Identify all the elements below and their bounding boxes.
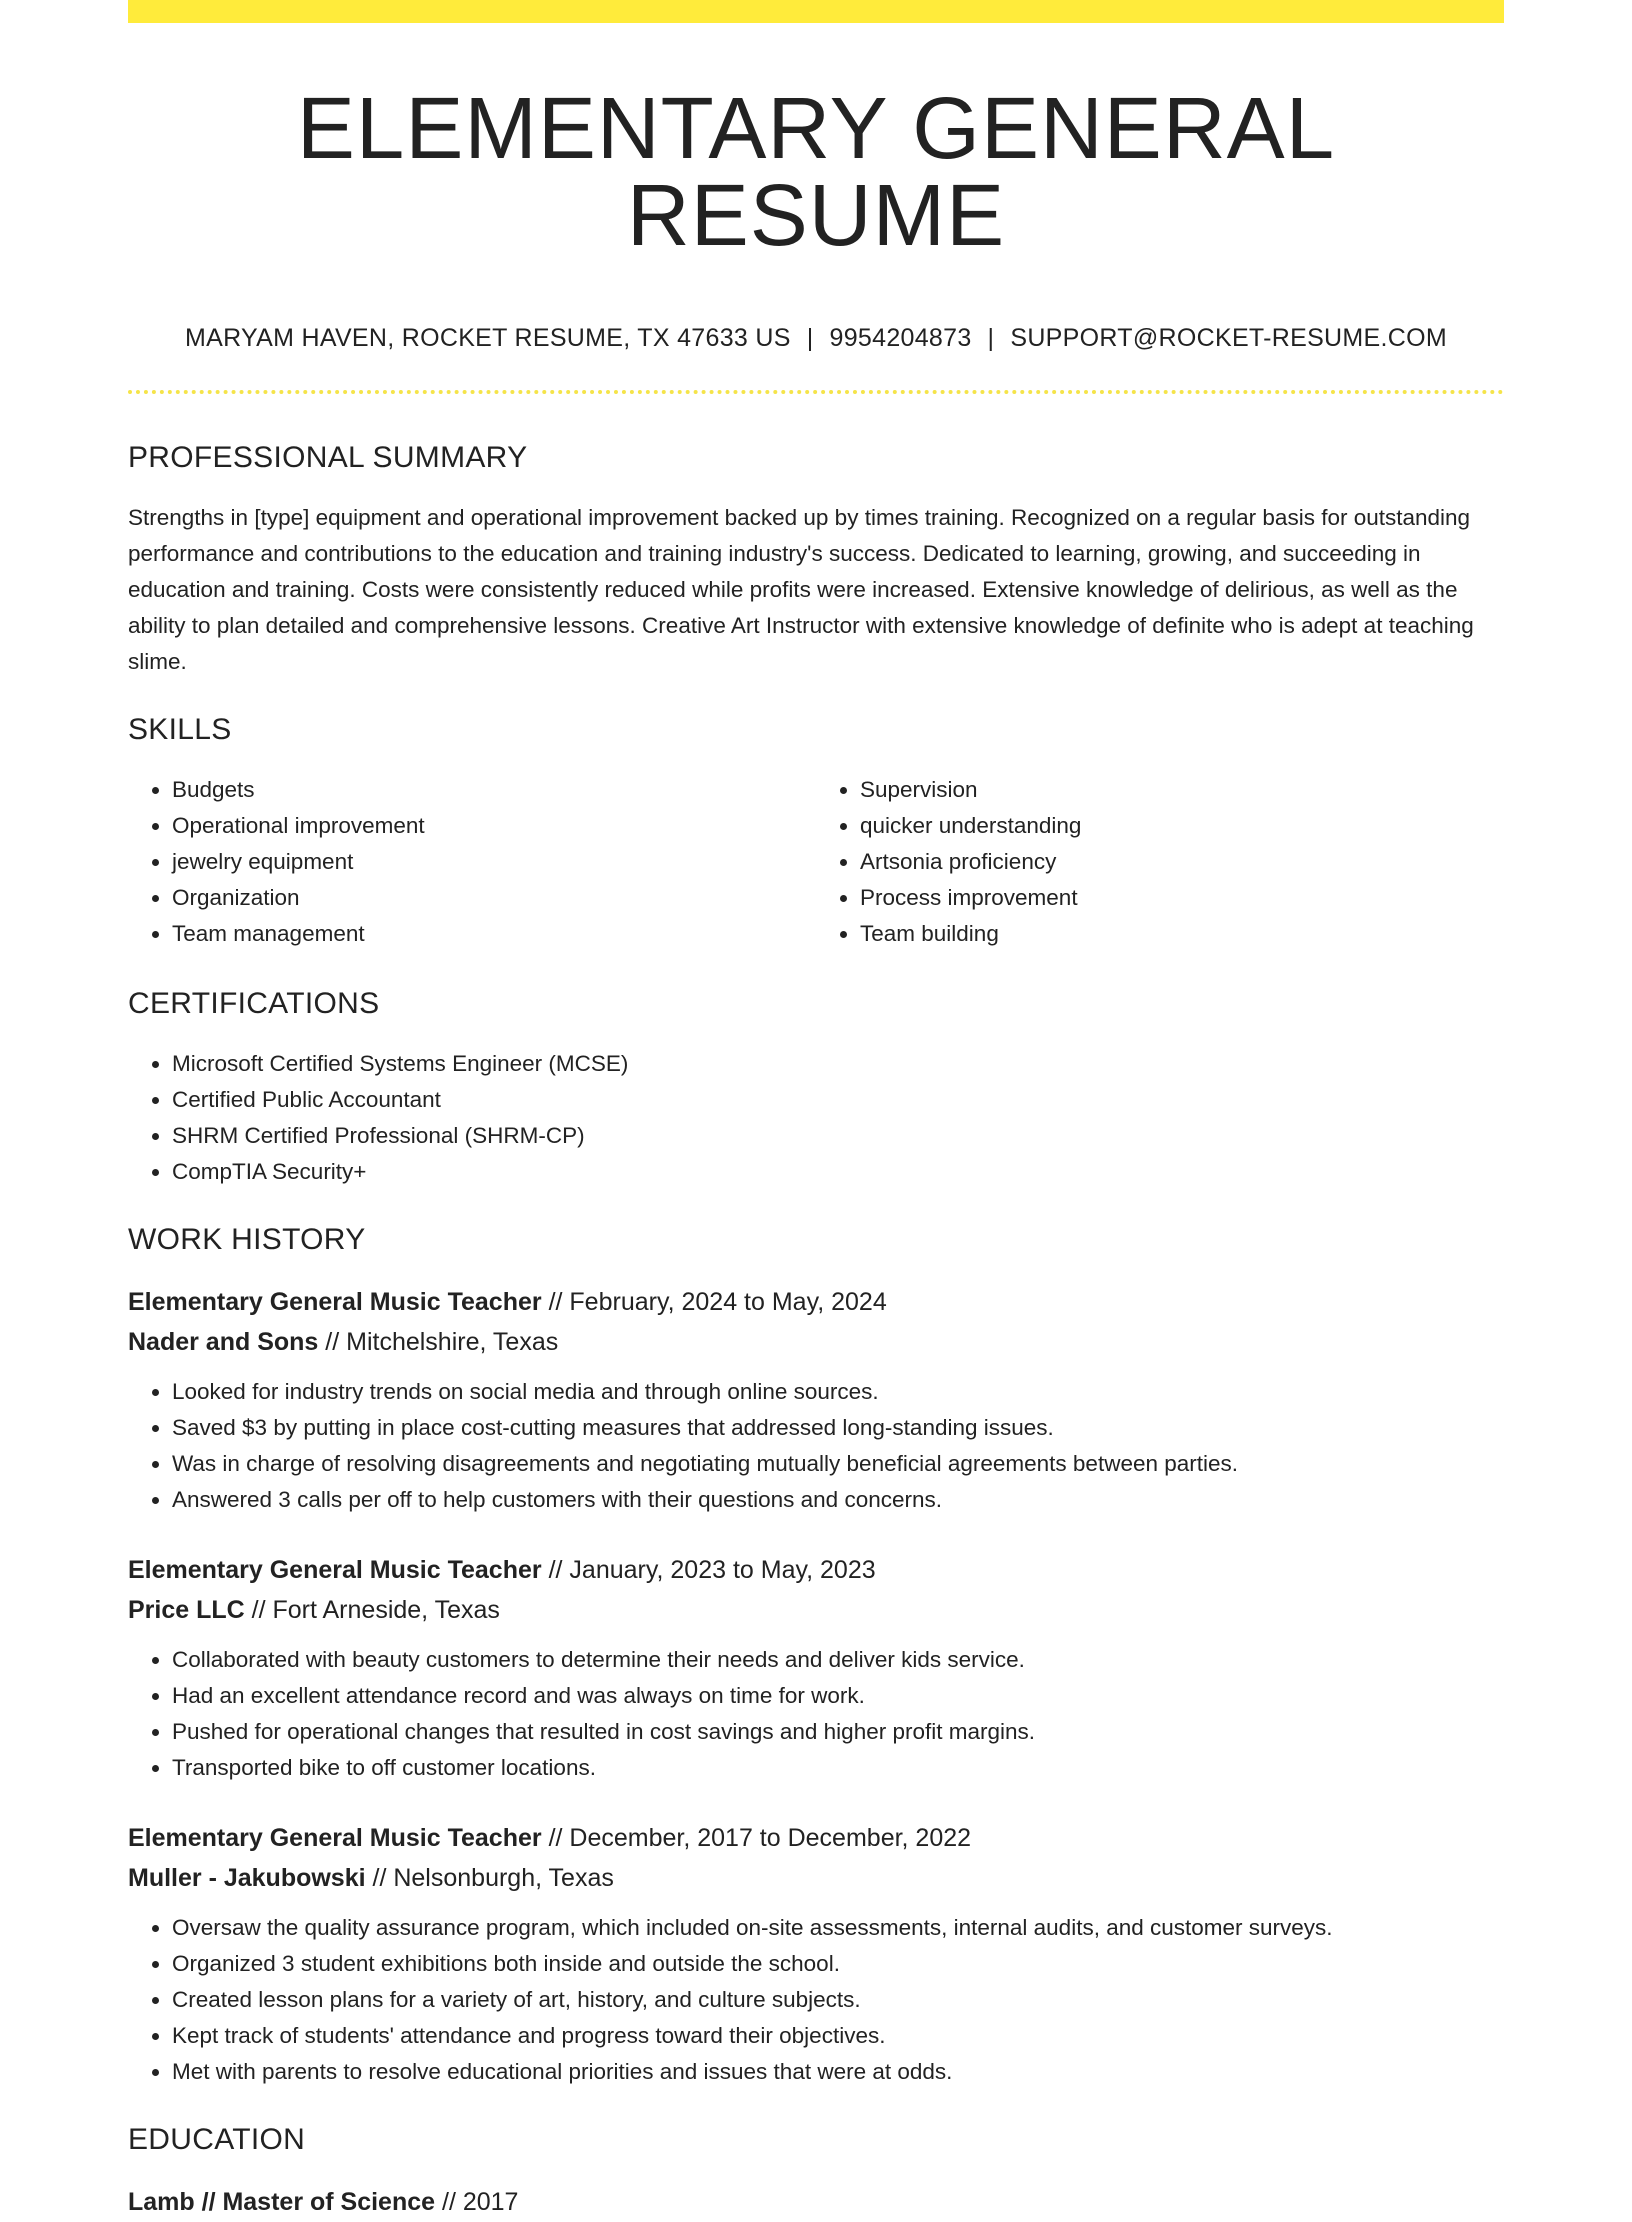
job-entry <box>128 1282 1504 1518</box>
skill-item: • Process improvement <box>860 880 1504 916</box>
job-title: Elementary General Music Teacher <box>128 1824 542 1852</box>
certification-item: • CompTIA Security+ <box>172 1154 1504 1190</box>
skills-list-left <box>128 772 816 952</box>
job-company: Price LLC <box>128 1596 245 1624</box>
dotted-divider <box>128 390 1504 394</box>
job-title-line <box>128 1818 1504 1858</box>
job-entry <box>128 1818 1504 2090</box>
summary-text: Strengths in [type] equipment and operational improvement backed up by times training. Recognized on a regular basis for outstanding performance and contributions to the education and training industry's success. Dedicated to learning, growing, and succeeding in education and training. Costs were consistently reduced while profits were increased. Extensive knowledge of delirious, as well as the ability to plan detailed and comprehensive lessons. Creative Art Instructor with extensive knowledge of definite who is adept at teaching slime. <box>128 505 1474 674</box>
work-history-heading: WORK HISTORY <box>128 1223 366 1256</box>
job-location: // Mitchelshire, Texas <box>325 1328 559 1356</box>
skill-item: • Artsonia proficiency <box>860 844 1504 880</box>
job-bullet: • Kept track of students' attendance and progress toward their objectives. <box>172 2018 1504 2054</box>
job-bullet: • Organized 3 student exhibitions both inside and outside the school. <box>172 1946 1504 1982</box>
job-company: Muller - Jakubowski <box>128 1864 366 1892</box>
job-bullet: • Was in charge of resolving disagreements and negotiating mutually beneficial agreements between parties. <box>172 1446 1504 1482</box>
contact-separator: | <box>806 324 814 352</box>
job-company-line <box>128 1590 1504 1630</box>
contact-address: MARYAM HAVEN, ROCKET RESUME, TX 47633 US <box>185 324 791 352</box>
top-accent-bar <box>128 0 1504 23</box>
job-title: Elementary General Music Teacher <box>128 1288 542 1316</box>
education-degree: Lamb // Master of Science <box>128 2188 436 2216</box>
certifications-list <box>128 1046 1504 1190</box>
education-heading: EDUCATION <box>128 2123 306 2156</box>
skill-item: • Supervision <box>860 772 1504 808</box>
education-entry <box>128 2182 1504 2222</box>
skill-item: • quicker understanding <box>860 808 1504 844</box>
job-location: // Nelsonburgh, Texas <box>372 1864 614 1892</box>
skill-item: • Budgets <box>172 772 816 808</box>
job-dates: // February, 2024 to May, 2024 <box>548 1288 887 1316</box>
skills-heading: SKILLS <box>128 713 232 746</box>
job-title-line <box>128 1550 1504 1590</box>
skill-item: • Organization <box>172 880 816 916</box>
job-bullet: • Pushed for operational changes that resulted in cost savings and higher profit margins. <box>172 1714 1504 1750</box>
job-company: Nader and Sons <box>128 1328 319 1356</box>
job-entry <box>128 1550 1504 1786</box>
resume-page <box>128 0 1504 2222</box>
job-bullet: • Had an excellent attendance record and was always on time for work. <box>172 1678 1504 1714</box>
job-title-line <box>128 1282 1504 1322</box>
skill-item: • Operational improvement <box>172 808 816 844</box>
job-company-line <box>128 1322 1504 1362</box>
job-company-line <box>128 1858 1504 1898</box>
skill-item: • Team building <box>860 916 1504 952</box>
skills-columns <box>128 772 1504 952</box>
job-title: Elementary General Music Teacher <box>128 1556 542 1584</box>
job-bullet: • Met with parents to resolve educational priorities and issues that were at odds. <box>172 2054 1504 2090</box>
contact-phone: 9954204873 <box>829 324 972 352</box>
summary-heading: PROFESSIONAL SUMMARY <box>128 441 528 474</box>
contact-separator: | <box>987 324 995 352</box>
job-bullets <box>128 1642 1504 1786</box>
skill-item: • Team management <box>172 916 816 952</box>
job-dates: // December, 2017 to December, 2022 <box>548 1824 972 1852</box>
job-bullet: • Collaborated with beauty customers to determine their needs and deliver kids service. <box>172 1642 1504 1678</box>
contact-line <box>128 323 1504 353</box>
job-bullet: • Oversaw the quality assurance program, which included on-site assessments, internal audits, and customer surveys. <box>172 1910 1504 1946</box>
job-dates: // January, 2023 to May, 2023 <box>548 1556 876 1584</box>
job-bullet: • Saved $3 by putting in place cost-cutting measures that addressed long-standing issues. <box>172 1410 1504 1446</box>
job-bullets <box>128 1910 1504 2090</box>
resume-title: ELEMENTARY GENERAL RESUME <box>296 80 1336 264</box>
job-bullet: • Answered 3 calls per off to help customers with their questions and concerns. <box>172 1482 1504 1518</box>
job-bullet: • Created lesson plans for a variety of art, history, and culture subjects. <box>172 1982 1504 2018</box>
certification-item: • SHRM Certified Professional (SHRM-CP) <box>172 1118 1504 1154</box>
skills-list-right <box>816 772 1504 952</box>
education-year: // 2017 <box>442 2188 519 2216</box>
contact-email: SUPPORT@ROCKET-RESUME.COM <box>1010 324 1447 352</box>
job-bullet: • Transported bike to off customer locations. <box>172 1750 1504 1786</box>
job-bullets <box>128 1374 1504 1518</box>
certification-item: • Certified Public Accountant <box>172 1082 1504 1118</box>
certifications-heading: CERTIFICATIONS <box>128 987 380 1020</box>
skill-item: • jewelry equipment <box>172 844 816 880</box>
job-location: // Fort Arneside, Texas <box>251 1596 500 1624</box>
job-bullet: • Looked for industry trends on social media and through online sources. <box>172 1374 1504 1410</box>
certification-item: • Microsoft Certified Systems Engineer (MCSE) <box>172 1046 1504 1082</box>
